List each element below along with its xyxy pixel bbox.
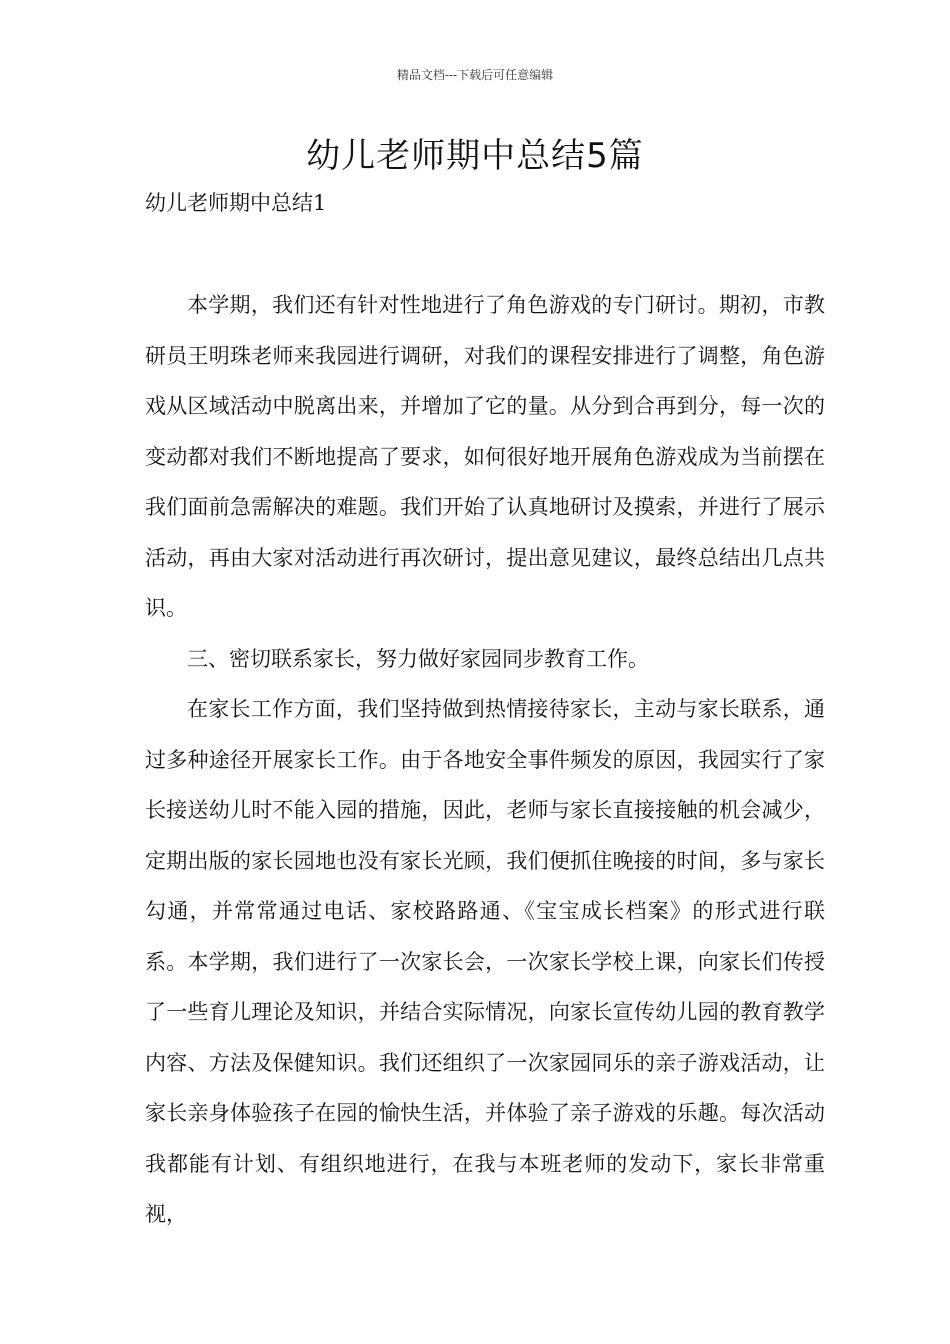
document-title: 幼儿老师期中总结5篇: [306, 136, 644, 176]
header-note: 精品文档---下载后可任意编辑: [396, 68, 554, 82]
document-body: [145, 280, 825, 1240]
paragraph: 在家长工作方面，我们坚持做到热情接待家长，主动与家长联系，通过多种途径开展家长工作。由于各地安全事件频发的原因，我园实行了家长接送幼儿时不能入园的措施，因此，老师与家长直接接触的机会减少，定期出版的家长园地也没有家长光顾，我们便抓住晚接的时间，多与家长勾通，并常常通过电话、家校路路通、《宝宝成长档案》的形式进行联系。本学期，我们进行了一次家长会，一次家长学校上课，向家长们传授了一些育儿理论及知识，并结合实际情况，向家长宣传幼儿园的教育教学内容、方法及保健知识。我们还组织了一次家园同乐的亲子游戏活动，让家长亲身体验孩子在园的愉快生活，并体验了亲子游戏的乐趣。每次活动我都能有计划、有组织地进行，在我与本班老师的发动下，家长非常重视，: [145, 697, 825, 1226]
section-heading: 三、密切联系家长，努力做好家园同步教育工作。: [187, 646, 649, 671]
paragraph: 本学期，我们还有针对性地进行了角色游戏的专门研讨。期初，市教研员王明珠老师来我园进行调研，对我们的课程安排进行了调整，角色游戏从区域活动中脱离出来，并增加了它的量。从分到合再到分，每一次的变动都对我们不断地提高了要求，如何很好地开展角色游戏成为当前摆在我们面前急需解决的难题。我们开始了认真地研讨及摸索，并进行了展示活动，再由大家对活动进行再次研讨，提出意见建议，最终总结出几点共识。: [145, 293, 825, 620]
document-subtitle: 幼儿老师期中总结1: [145, 191, 327, 215]
